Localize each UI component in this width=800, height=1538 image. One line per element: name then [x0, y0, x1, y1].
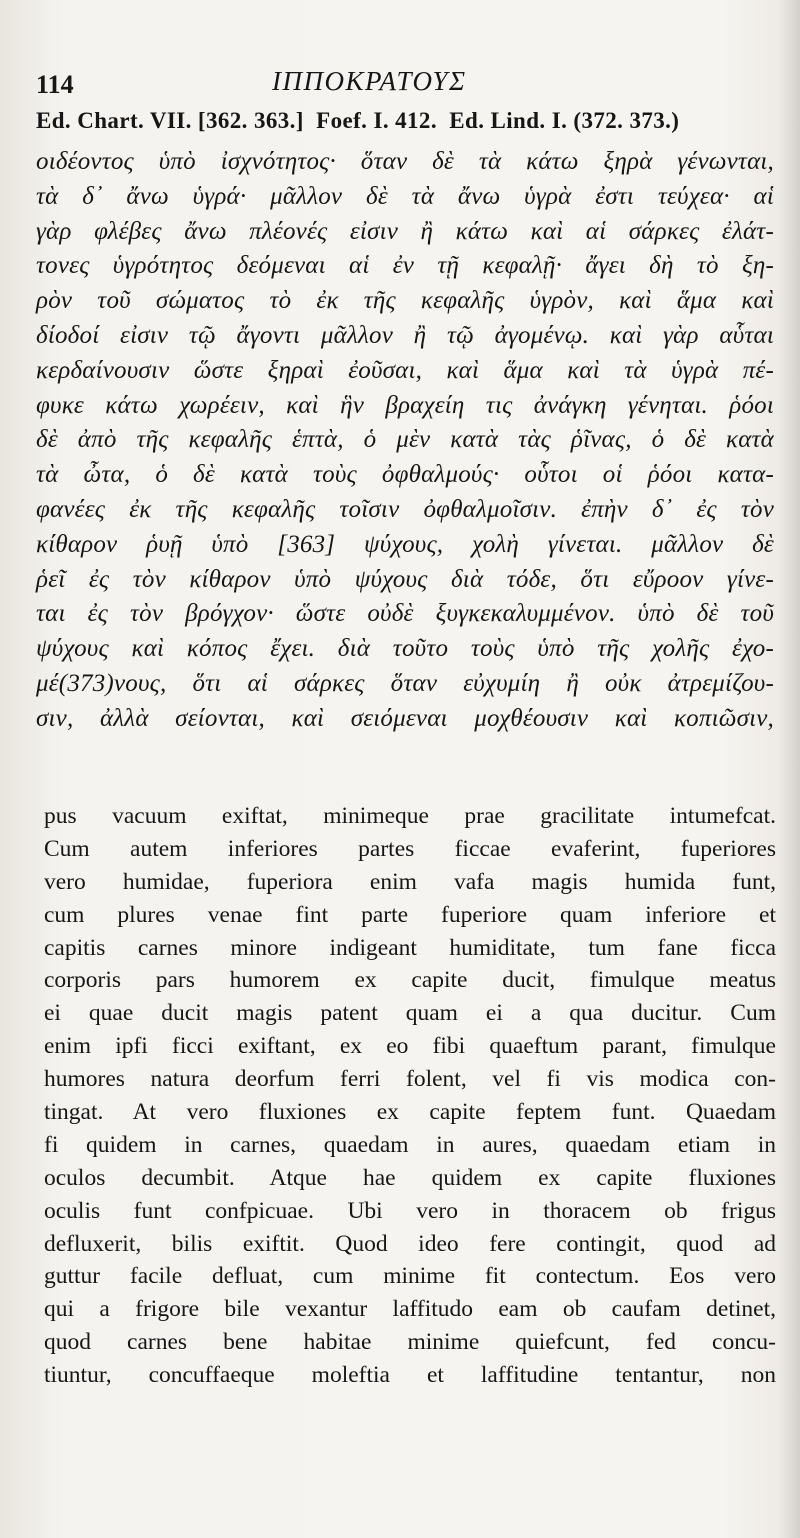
latin-line: enim ipfi ficci exiftant, ex eo fibi quaeftum parant, fimulque	[44, 1033, 776, 1060]
greek-line: τὰ δ᾽ ἄνω ὑγρά· μᾶλλον δὲ τὰ ἄνω ὑγρὰ ἐστι τεύχεα· αἱ	[36, 182, 774, 210]
greek-text-block	[36, 145, 774, 737]
latin-line: qui a frigore bile vexantur laffitudo eam ob caufam detinet,	[44, 1296, 776, 1323]
latin-line: tiuntur, concuffaeque moleftia et laffitudine tentantur, non	[44, 1362, 776, 1389]
greek-line: φυκε κάτω χωρέειν, καὶ ἣν βραχείη τις ἀνάγκη γένηται. ῥόοι	[36, 391, 774, 419]
greek-line: τὰ ὦτα, ὁ δὲ κατὰ τοὺς ὀφθαλμούς· οὗτοι οἱ ῥόοι κατα-	[36, 461, 774, 489]
running-head	[36, 62, 766, 102]
latin-line: fi quidem in carnes, quaedam in aures, quaedam etiam in	[44, 1131, 776, 1158]
greek-line: δίοδοί εἰσιν τῷ ἄγοντι μᾶλλον ἢ τῷ ἀγομένῳ. καὶ γὰρ αὗται	[36, 321, 774, 349]
latin-translation-block	[44, 800, 776, 1392]
latin-line: corporis pars humorem ex capite ducit, fimulque meatus	[44, 967, 776, 994]
latin-line: vero humidae, fuperiora enim vafa magis humida funt,	[44, 868, 776, 895]
latin-line: humores natura deorfum ferri folent, vel fi vis modica con-	[44, 1066, 776, 1093]
greek-line: τονες ὑγρότητος δεόμεναι αἱ ἐν τῇ κεφαλῇ· ἄγει δὴ τὸ ξη-	[36, 252, 774, 280]
latin-line: oculos decumbit. Atque hae quidem ex capite fluxiones	[44, 1164, 776, 1191]
greek-line: κερδαίνουσιν ὥστε ξηραὶ ἐοῦσαι, καὶ ἅμα καὶ τὰ ὑγρὰ πέ-	[36, 356, 774, 384]
greek-line: ῥεῖ ἐς τὸν κίθαρον ὑπὸ ψύχους διὰ τόδε, ὅτι εὔροον γίνε-	[36, 565, 774, 593]
page-edge-shadow	[778, 0, 800, 1538]
greek-line: δὲ ἀπὸ τῆς κεφαλῆς ἑπτὰ, ὁ μὲν κατὰ τὰς ῥῖνας, ὁ δὲ κατὰ	[36, 426, 774, 454]
greek-line: ψύχους καὶ κόπος ἔχει. διὰ τοῦτο τοὺς ὑπὸ τῆς χολῆς ἐχο-	[36, 635, 774, 663]
latin-line: Cum autem inferiores partes ficcae evaferint, fuperiores	[44, 835, 776, 862]
running-title: ΙΠΠΟΚΡΑΤΟΥΣ	[272, 66, 467, 96]
latin-line: tingat. At vero fluxiones ex capite feptem funt. Quaedam	[44, 1099, 776, 1126]
latin-line: quod carnes bene habitae minime quiefcunt, fed concu-	[44, 1329, 776, 1356]
greek-line: ρὸν τοῦ σώματος τὸ ἐκ τῆς κεφαλῆς ὑγρὸν, καὶ ἅμα καὶ	[36, 287, 774, 315]
latin-line: oculis funt confpicuae. Ubi vero in thoracem ob frigus	[44, 1197, 776, 1224]
greek-line: σιν, ἀλλὰ σείονται, καὶ σειόμεναι μοχθέουσιν καὶ κοπιῶσιν,	[36, 704, 774, 732]
greek-line: φανέες ἐκ τῆς κεφαλῆς τοῖσιν ὀφθαλμοῖσιν. ἐπὴν δ᾽ ἐς τὸν	[36, 495, 774, 523]
latin-line: pus vacuum exiftat, minimeque prae gracilitate intumefcat.	[44, 803, 776, 829]
edition-reference-line: Ed. Chart. VII. [362. 363.] Foef. I. 412. Ed. Lind. I. (372. 373.)	[36, 108, 680, 133]
latin-line: ei quae ducit magis patent quam ei a qua ducitur. Cum	[44, 1000, 776, 1027]
greek-line: ται ἐς τὸν βρόγχον· ὥστε οὐδὲ ξυγκεκαλυμμένον. ὑπὸ δὲ τοῦ	[36, 600, 774, 628]
page-number: 114	[36, 70, 74, 99]
greek-line: οιδέοντος ὑπὸ ἰσχνότητος· ὅταν δὲ τὰ κάτω ξηρὰ γένωνται,	[36, 148, 774, 175]
latin-line: capitis carnes minore indigeant humiditate, tum fane ficca	[44, 934, 776, 961]
latin-line: cum plures venae fint parte fuperiore quam inferiore et	[44, 901, 776, 928]
greek-line: γὰρ φλέβες ἄνω πλέονές εἰσιν ἢ κάτω καὶ αἱ σάρκες ἐλάτ-	[36, 217, 774, 245]
latin-line: guttur facile defluat, cum minime fit contectum. Eos vero	[44, 1263, 776, 1290]
latin-line: defluxerit, bilis exiftit. Quod ideo fere contingit, quod ad	[44, 1230, 776, 1257]
greek-line: μέ(373)νους, ὅτι αἱ σάρκες ὅταν εὐχυμίη ἢ οὐκ ἀτρεμίζου-	[36, 669, 774, 697]
greek-line: κίθαρον ῥυῇ ὑπὸ [363] ψύχους, χολὴ γίνεται. μᾶλλον δὲ	[36, 530, 774, 558]
